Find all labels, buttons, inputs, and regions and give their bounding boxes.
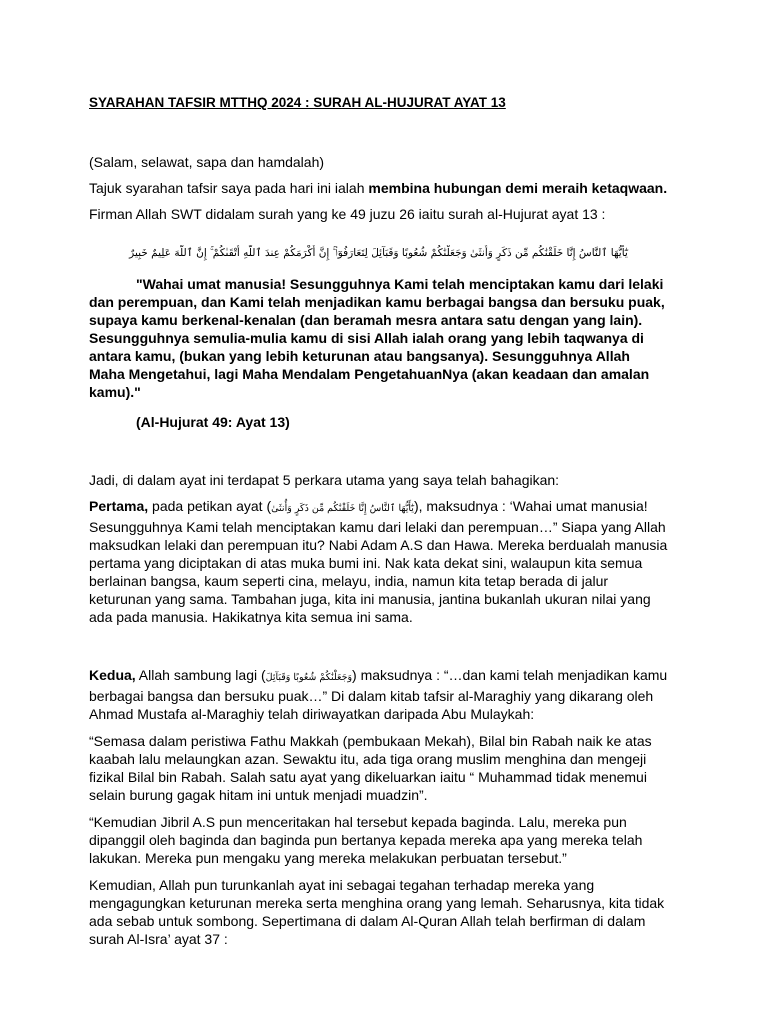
pertama-arabic: يَٰٓأَيُّهَا ٱلنَّاسُ إِنَّا خَلَقْنَٰكُم مِّن ذَكَرٍ وَأُنثَىٰ [271, 503, 414, 514]
kedua-text-b: ) maksudnya : “…dan kami telah menjadikan kamu berbagai bangsa dan bersuku puak…” Di dalam kitab tafsir al-Maraghiy yang dikarang oleh Ahmad Mustafa al-Maraghiy telah diriwayatkan daripada Abu Mulaykah: [89, 667, 668, 722]
kedua-label: Kedua, [89, 667, 136, 683]
salam-paragraph: (Salam, selawat, sapa dan hamdalah) [89, 154, 325, 170]
kedua-arabic: وَجَعَلْنَٰكُمْ شُعُوبًا وَقَبَآئِلَ [265, 672, 353, 683]
firman-paragraph: Firman Allah SWT didalam surah yang ke 49 juzu 26 iaitu surah al-Hujurat ayat 13 : [89, 206, 606, 222]
pertama-paragraph [89, 497, 668, 626]
pertama-text-a: pada petikan ayat ( [148, 498, 272, 514]
pertama-label: Pertama, [89, 498, 149, 514]
arabic-verse: يَٰٓأَيُّهَا ٱلنَّاسُ إِنَّا خَلَقْنَٰكُم مِّن ذَكَرٍ وَأُنثَىٰ وَجَعَلْنَٰكُمْ شُعُوبًا وَقَبَآئِلَ لِتَعَارَفُوٓا۟ ۚ إِنَّ أَكْرَمَكُمْ عِندَ ٱللَّهِ أَتْقَىٰكُمْ ۚ إِنَّ ٱللَّهَ عَلِيمٌ خَبِيرٌ [129, 247, 628, 259]
kedua-text-a: Allah sambung lagi ( [135, 667, 266, 683]
pertama-text-b: ), maksudnya : ‘Wahai umat manusia! Sesungguhnya Kami telah menciptakan kamu dari lelaki dan perempuan…” Siapa yang Allah maksudkan lelaki dan perempuan itu? Nabi Adam A.S dan Hawa. Mereka berdualah manusia pertama yang diciptakan di atas muka bumi ini. Nak kata dekat sini, walaupun kita semua berlainan bangsa, kaum seperti cina, melayu, india, namun kita tetap berada di jalur keturunan yang sama. Tambahan juga, kita ini manusia, jantina bukanlah ukuran nilai yang ada pada manusia. Hakikatnya kita semua ini sama. [89, 498, 668, 625]
quote-paragraph-2: “Kemudian Jibril A.S pun menceritakan hal tersebut kepada baginda. Lalu, mereka pun dipanggil oleh baginda dan baginda pun bertanya kepada mereka apa yang mereka telah lakukan. Mereka pun mengaku yang mereka melakukan perbuatan tersebut.” [89, 814, 643, 866]
verse-citation: (Al-Hujurat 49: Ayat 13) [136, 414, 290, 430]
tajuk-bold-text: membina hubungan demi meraih ketaqwaan. [368, 180, 668, 196]
verse-translation: "Wahai umat manusia! Sesungguhnya Kami telah menciptakan kamu dari lelaki dan perempuan, dan Kami telah menjadikan kamu berbagai bangsa dan bersuku puak, supaya kamu berkenal-kenalan (dan beramah mesra antara satu dengan yang lain). Sesungguhnya semulia-mulia kamu di sisi Allah ialah orang yang lebih taqwanya di antara kamu, (bukan yang lebih keturunan atau bangsanya). Sesungguhnya Allah Maha Mengetahui, lagi Maha Mendalam PengetahuanNya (akan keadaan dan amalan kamu)." [89, 276, 665, 400]
kemudian-paragraph: Kemudian, Allah pun turunkanlah ayat ini sebagai tegahan terhadap mereka yang mengagungkan keturunan mereka serta menghina orang yang lemah. Seharusnya, kita tidak ada sebab untuk sombong. Sepertimana di dalam Al-Quran Allah telah berfirman di dalam surah Al-Isra’ ayat 37 : [89, 877, 665, 947]
quote-paragraph-1: “Semasa dalam peristiwa Fathu Makkah (pembukaan Mekah), Bilal bin Rabah naik ke atas kaabah lalu melaungkan azan. Sewaktu itu, ada tiga orang muslim menghina dan mengeji fizikal Bilal bin Rabah. Salah satu ayat yang dikeluarkan iaitu “ Muhammad tidak menemui selain burung gagak hitam ini untuk menjadi muadzin”. [89, 733, 652, 803]
document-title: SYARAHAN TAFSIR MTTHQ 2024 : SURAH AL-HUJURAT AYAT 13 [89, 95, 506, 110]
tajuk-text: Tajuk syarahan tafsir saya pada hari ini ialah [89, 180, 369, 196]
kedua-paragraph [89, 666, 668, 723]
tajuk-paragraph [89, 179, 668, 197]
jadi-paragraph: Jadi, di dalam ayat ini terdapat 5 perkara utama yang saya telah bahagikan: [89, 472, 560, 488]
